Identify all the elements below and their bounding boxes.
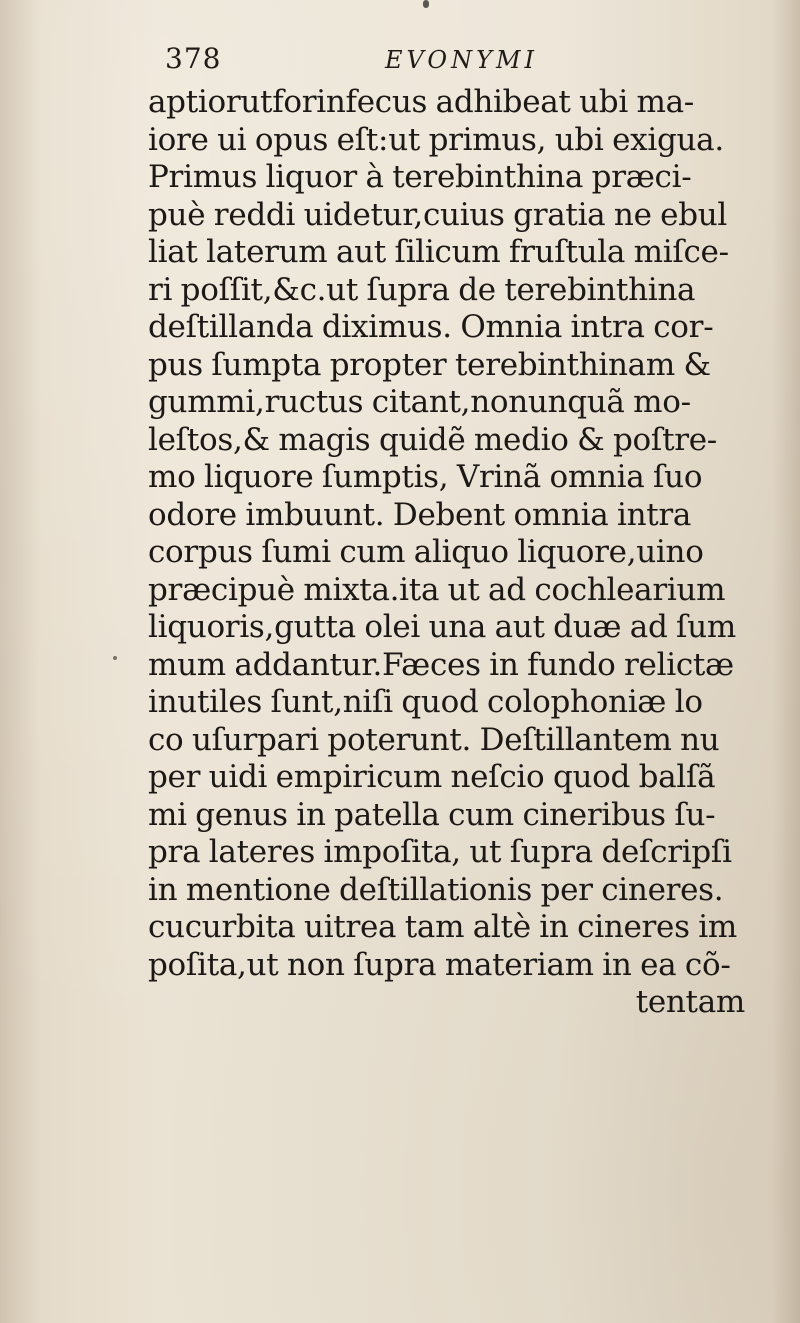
page-number: 378 — [165, 42, 222, 75]
text-line: in mentione deſtillationis per cineres. — [148, 871, 724, 908]
text-line: corpus ſumi cum aliquo liquore,uino — [148, 534, 704, 570]
ink-speck-margin — [113, 656, 117, 660]
text-line: iore ui opus eſt:ut primus, ubi exigua. — [148, 121, 724, 158]
gutter-shadow — [0, 0, 40, 1323]
text-line: leſtos,& magis quidẽ medio & poſtre- — [148, 421, 717, 458]
text-line: deſtillanda diximus. Omnia intra cor- — [148, 309, 714, 345]
text-line: odore imbuunt. Debent omnia intra — [148, 496, 692, 533]
text-line: Primus liquor à terebinthina præci- — [148, 159, 692, 195]
text-line: co uſurpari poterunt. Deſtillantem nu — [148, 721, 720, 758]
text-line: liquoris,gutta olei una aut duæ ad ſum — [148, 609, 736, 645]
text-line: mo liquore ſumptis, Vrinã omnia ſuo — [148, 459, 703, 495]
text-line: liat laterum aut ſilicum fruſtula miſce- — [148, 234, 729, 270]
text-line: gummi,ructus citant,nonunquã mo- — [148, 384, 691, 420]
text-line-catchword: tentam — [635, 984, 745, 1020]
text-line: inutiles ſunt,niſi quod colophoniæ lo — [148, 684, 703, 720]
text-line: poſita,ut non ſupra materiam in ea cõ- — [148, 946, 731, 983]
text-line: puè reddi uidetur,cuius gratia ne ebul — [148, 196, 728, 233]
text-line: mi genus in patella cum cineribus ſu- — [148, 796, 716, 833]
text-line: aptiorutforinfecus adhibeat ubi ma- — [148, 84, 694, 120]
text-line: ri poſſit,&c.ut ſupra de terebinthina — [148, 271, 696, 308]
text-line: cucurbita uitrea tam altè in cineres im — [148, 909, 737, 945]
text-line: pus ſumpta propter terebinthinam & — [148, 346, 711, 383]
text-line: per uidi empiricum neſcio quod balſã — [148, 759, 716, 795]
page-header — [165, 38, 635, 88]
ink-speck — [423, 0, 429, 8]
text-line: mum addantur.Fæces in fundo relictæ — [148, 646, 734, 683]
body-text — [148, 84, 780, 1022]
running-head: EVONYMI — [385, 46, 539, 74]
text-line: pra lateres impoſita, ut ſupra deſcripſi — [148, 834, 732, 870]
text-line: præcipuè mixta.ita ut ad cochlearium — [148, 571, 726, 608]
